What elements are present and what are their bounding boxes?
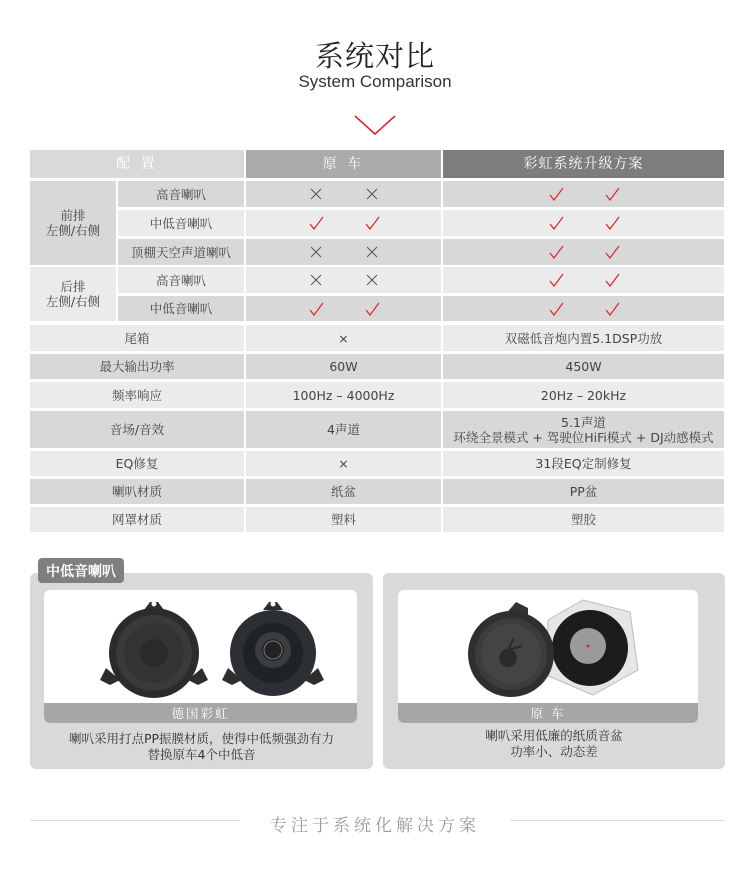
card-upgrade-desc-line2: 替换原车4个中低音 bbox=[147, 747, 256, 762]
header-upgrade: 彩虹系统升级方案 bbox=[443, 150, 724, 178]
cross-icon bbox=[308, 272, 324, 288]
card-original bbox=[383, 573, 725, 769]
check-icon bbox=[604, 272, 620, 288]
check-icon bbox=[604, 301, 620, 317]
row-item: 高音喇叭 bbox=[118, 181, 244, 207]
row-upgrade bbox=[443, 267, 724, 293]
group-front-line2: 左侧/右侧 bbox=[45, 223, 101, 238]
row-item: 高音喇叭 bbox=[118, 267, 244, 293]
card-original-image bbox=[398, 590, 698, 723]
row-original: 纸盆 bbox=[246, 479, 441, 504]
check-icon bbox=[308, 301, 324, 317]
cross-icon bbox=[364, 272, 380, 288]
header-original: 原 车 bbox=[246, 150, 441, 178]
cross-icon bbox=[364, 244, 380, 260]
card-original-desc-line2: 功率小、动态差 bbox=[510, 744, 598, 759]
row-upgrade: 塑胶 bbox=[443, 507, 724, 532]
check-icon bbox=[548, 186, 564, 202]
row-item: 中低音喇叭 bbox=[118, 210, 244, 236]
speaker-image-original bbox=[398, 590, 698, 703]
card-original-desc-line1: 喇叭采用低廉的纸质音盆 bbox=[485, 728, 623, 743]
group-rear-line2: 左侧/右侧 bbox=[45, 294, 101, 309]
check-icon bbox=[308, 215, 324, 231]
footer-divider-right bbox=[510, 820, 724, 821]
row-upgrade bbox=[443, 296, 724, 321]
check-icon bbox=[548, 244, 564, 260]
cross-icon bbox=[364, 186, 380, 202]
row-original: × bbox=[246, 451, 441, 476]
card-original-band: 原 车 bbox=[398, 703, 698, 723]
row-original bbox=[246, 210, 441, 236]
row-upgrade: 450W bbox=[443, 354, 724, 379]
row-upgrade bbox=[443, 181, 724, 207]
row-original: 塑料 bbox=[246, 507, 441, 532]
row-original bbox=[246, 267, 441, 293]
row-upgrade bbox=[443, 411, 724, 448]
footer-slogan: 专注于系统化解决方案 bbox=[270, 816, 480, 836]
row-upgrade bbox=[443, 210, 724, 236]
card-upgrade-image bbox=[44, 590, 357, 723]
page-title: 系统对比 bbox=[314, 39, 435, 73]
row-original bbox=[246, 239, 441, 265]
group-front-label bbox=[30, 181, 116, 265]
speaker-image-rainbow bbox=[44, 590, 357, 703]
cross-icon bbox=[308, 186, 324, 202]
row-original: × bbox=[246, 325, 441, 351]
check-icon bbox=[548, 272, 564, 288]
check-icon bbox=[548, 215, 564, 231]
upgrade-line1: 5.1声道 bbox=[561, 414, 606, 430]
row-upgrade bbox=[443, 239, 724, 265]
row-original: 4声道 bbox=[246, 411, 441, 448]
group-rear-label bbox=[30, 267, 116, 321]
row-upgrade: 20Hz – 20kHz bbox=[443, 382, 724, 408]
check-icon bbox=[364, 215, 380, 231]
check-icon bbox=[364, 301, 380, 317]
card-upgrade-desc bbox=[30, 731, 373, 763]
row-item: 中低音喇叭 bbox=[118, 296, 244, 321]
card-upgrade bbox=[30, 573, 373, 769]
card-upgrade-desc-line1: 喇叭采用打点PP振膜材质，使得中低频强劲有力 bbox=[68, 731, 335, 746]
card-original-desc bbox=[383, 728, 725, 760]
check-icon bbox=[548, 301, 564, 317]
row-upgrade: 双磁低音炮内置5.1DSP功放 bbox=[443, 325, 724, 351]
group-front-line1: 前排 bbox=[60, 208, 86, 223]
row-label: 网罩材质 bbox=[30, 507, 244, 532]
cross-icon bbox=[308, 244, 324, 260]
row-item: 顶棚天空声道喇叭 bbox=[118, 239, 244, 265]
check-icon bbox=[604, 186, 620, 202]
table-header bbox=[30, 150, 724, 178]
check-icon bbox=[604, 215, 620, 231]
row-original: 100Hz – 4000Hz bbox=[246, 382, 441, 408]
card-upgrade-band: 德国彩虹 bbox=[44, 703, 357, 723]
row-upgrade: 31段EQ定制修复 bbox=[443, 451, 724, 476]
row-label: 音场/音效 bbox=[30, 411, 244, 448]
row-label: 喇叭材质 bbox=[30, 479, 244, 504]
row-label: 最大输出功率 bbox=[30, 354, 244, 379]
row-label: 尾箱 bbox=[30, 325, 244, 351]
row-original: 60W bbox=[246, 354, 441, 379]
page-subtitle: System Comparison bbox=[298, 72, 452, 91]
row-original bbox=[246, 181, 441, 207]
group-rear-line1: 后排 bbox=[60, 279, 86, 294]
row-label: EQ修复 bbox=[30, 451, 244, 476]
row-label: 频率响应 bbox=[30, 382, 244, 408]
header-config: 配 置 bbox=[30, 150, 244, 178]
check-icon bbox=[604, 244, 620, 260]
chevron-down-icon bbox=[354, 114, 396, 136]
upgrade-line2: 环绕全景模式 + 驾驶位HiFi模式 + DJ动感模式 bbox=[453, 429, 714, 445]
row-original bbox=[246, 296, 441, 321]
section-tag: 中低音喇叭 bbox=[38, 558, 124, 583]
row-upgrade: PP盆 bbox=[443, 479, 724, 504]
